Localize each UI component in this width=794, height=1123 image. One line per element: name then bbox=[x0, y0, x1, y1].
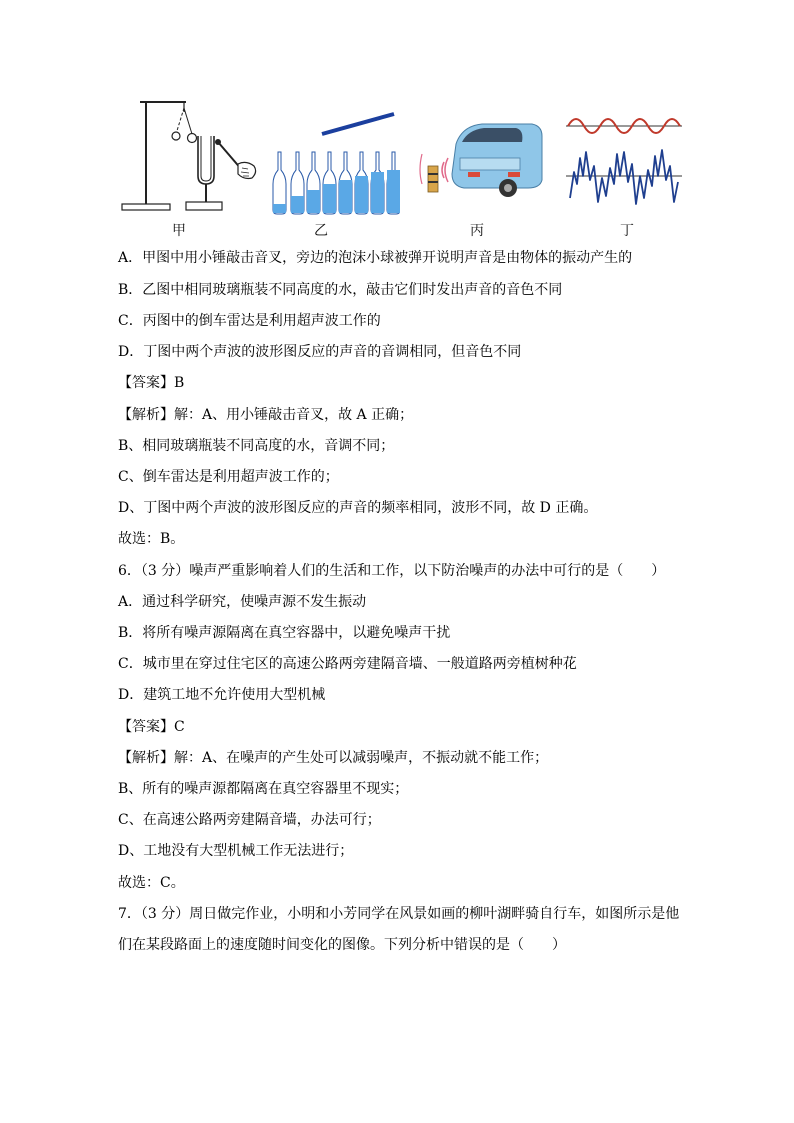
q5-analysis-line-3: C、倒车雷达是利用超声波工作的； bbox=[118, 469, 339, 485]
q6-analysis-line-2: B、所有的噪声源都隔离在真空容器里不现实； bbox=[118, 781, 409, 797]
q6-analysis-line-1: 【解析】解：A、在噪声的产生处可以减弱噪声，不振动就不能工作； bbox=[118, 750, 549, 766]
q6-option-c: C．城市里在穿过住宅区的高速公路两旁建隔音墙、一般道路两旁植树种花 bbox=[118, 656, 577, 672]
q5-option-b: B．乙图中相同玻璃瓶装不同高度的水，敲击它们时发出声音的音色不同 bbox=[118, 282, 563, 298]
figure-label-jia: 甲 bbox=[172, 223, 186, 239]
q5-analysis-line-2: B、相同玻璃瓶装不同高度的水，音调不同； bbox=[118, 438, 395, 454]
figure-label-ding: 丁 bbox=[620, 223, 634, 239]
q5-option-d: D．丁图中两个声波的波形图反应的声音的音调相同，但音色不同 bbox=[118, 344, 522, 360]
q6-analysis-line-3: C、在高速公路两旁建隔音墙，办法可行； bbox=[118, 812, 381, 828]
q6-stem: 6．（3 分）噪声严重影响着人们的生活和工作，以下防治噪声的办法中可行的是（ ） bbox=[118, 563, 666, 579]
q6-answer: 【答案】C bbox=[118, 719, 185, 735]
q5-option-a: A．甲图中用小锤敲击音叉，旁边的泡沫小球被弹开说明声音是由物体的振动产生的 bbox=[118, 250, 633, 266]
q5-option-c: C．丙图中的倒车雷达是利用超声波工作的 bbox=[118, 313, 381, 329]
figure-row bbox=[118, 92, 693, 242]
waveforms-figure bbox=[564, 106, 684, 216]
q5-analysis-line-4: D、丁图中两个声波的波形图反应的声音的频率相同，波形不同，故 D 正确。 bbox=[118, 500, 598, 516]
water-bottles-figure bbox=[270, 110, 400, 216]
q6-analysis-line-5: 故选：C。 bbox=[118, 875, 185, 891]
q6-option-b: B．将所有噪声源隔离在真空容器中，以避免噪声干扰 bbox=[118, 625, 451, 641]
q6-option-d: D．建筑工地不允许使用大型机械 bbox=[118, 687, 326, 703]
q7-stem-line-2: 们在某段路面上的速度随时间变化的图像。下列分析中错误的是（ ） bbox=[118, 937, 566, 953]
q5-analysis-line-5: 故选：B。 bbox=[118, 531, 185, 547]
q5-analysis-line-1: 【解析】解：A、用小锤敲击音叉，故 A 正确； bbox=[118, 407, 414, 423]
figure-label-yi: 乙 bbox=[314, 223, 328, 239]
q6-analysis-line-4: D、工地没有大型机械工作无法进行； bbox=[118, 843, 354, 859]
tuning-fork-figure bbox=[120, 98, 260, 218]
parking-radar-figure bbox=[416, 114, 546, 204]
q7-stem-line-1: 7．（3 分）周日做完作业，小明和小芳同学在风景如画的柳叶湖畔骑自行车，如图所示是他 bbox=[118, 906, 680, 922]
q5-answer: 【答案】B bbox=[118, 375, 185, 391]
figure-label-bing: 丙 bbox=[470, 223, 484, 239]
q6-option-a: A．通过科学研究，使噪声源不发生振动 bbox=[118, 594, 367, 610]
